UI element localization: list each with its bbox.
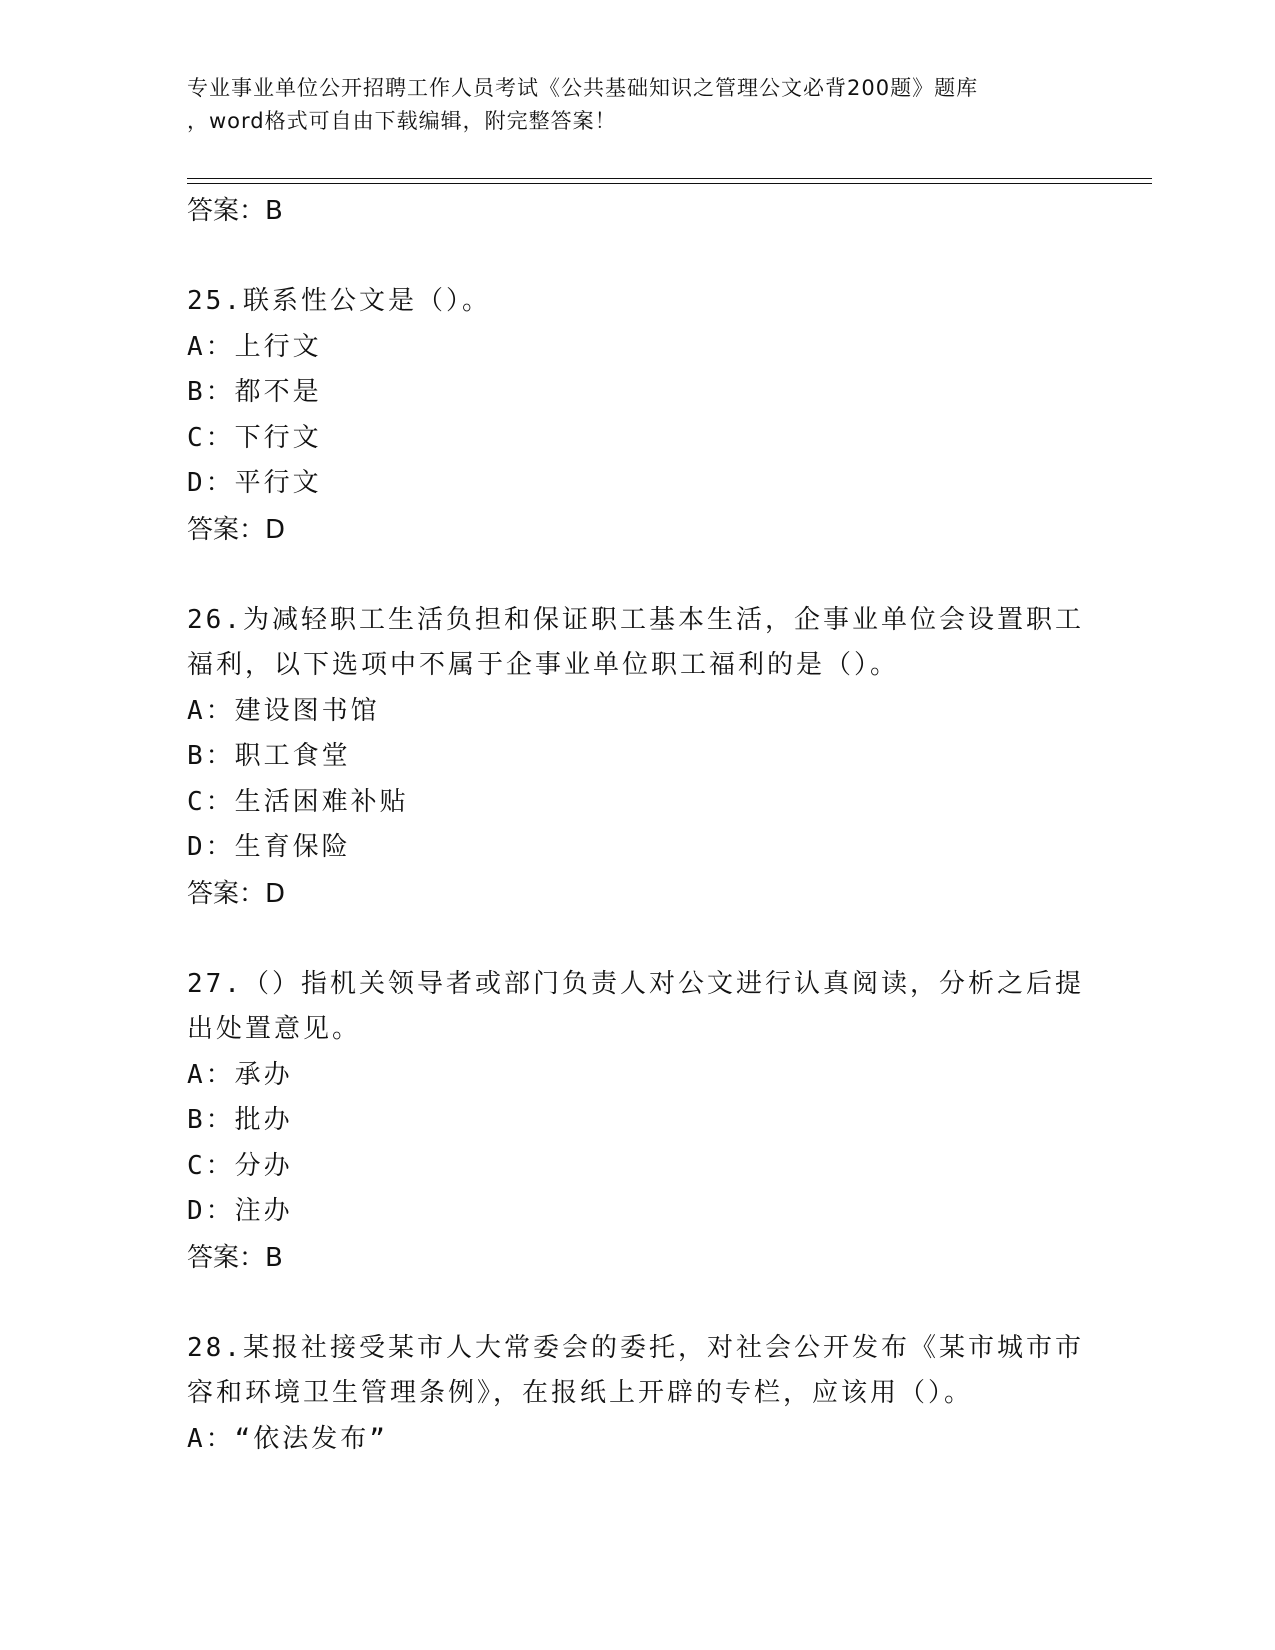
header-line-1: 专业事业单位公开招聘工作人员考试《公共基础知识之管理公文必背200题》题库 xyxy=(187,76,979,100)
question-stem-line-2: 福利，以下选项中不属于企事业单位职工福利的是（）。 xyxy=(187,650,900,680)
option-d: D：注办 xyxy=(187,1196,293,1226)
question-stem xyxy=(187,1326,1087,1417)
option-a: A：上行文 xyxy=(187,331,322,362)
question-25 xyxy=(187,279,1147,553)
header-line-2: ，word格式可自由下载编辑，附完整答案！ xyxy=(187,109,617,133)
header-rule-top xyxy=(187,178,1152,179)
header-rule-bottom xyxy=(187,183,1152,184)
question-stem: 25.联系性公文是（）。 xyxy=(187,286,491,316)
answer: 答案：D xyxy=(187,878,286,909)
option-c: C：下行文 xyxy=(187,422,322,453)
option-a: A：“依法发布” xyxy=(187,1423,388,1454)
question-28 xyxy=(187,1326,1147,1463)
option-d: D：生育保险 xyxy=(187,832,351,862)
answer: 答案：D xyxy=(187,514,286,545)
question-26 xyxy=(187,598,1147,917)
option-b: B：职工食堂 xyxy=(187,741,351,771)
option-a: A：承办 xyxy=(187,1059,293,1090)
option-b: B：批办 xyxy=(187,1105,293,1135)
question-27 xyxy=(187,962,1147,1281)
question-stem xyxy=(187,598,1087,689)
question-stem-line-2: 出处置意见。 xyxy=(187,1014,362,1044)
question-stem-line-1: 27.（）指机关领导者或部门负责人对公文进行认真阅读，分析之后提 xyxy=(187,968,1084,999)
option-c: C：分办 xyxy=(187,1150,293,1181)
question-stem-line-2: 容和环境卫生管理条例》，在报纸上开辟的专栏，应该用（）。 xyxy=(187,1378,974,1408)
document-header xyxy=(187,72,1087,138)
answer-previous: 答案：B xyxy=(187,196,283,226)
option-c: C：生活困难补贴 xyxy=(187,786,409,817)
option-a: A：建设图书馆 xyxy=(187,695,380,726)
question-stem-line-1: 26.为减轻职工生活负担和保证职工基本生活，企事业单位会设置职工 xyxy=(187,604,1084,635)
question-stem-line-1: 28.某报社接受某市人大常委会的委托，对社会公开发布《某市城市市 xyxy=(187,1332,1084,1363)
answer: 答案：B xyxy=(187,1242,283,1273)
option-b: B：都不是 xyxy=(187,377,322,407)
question-stem xyxy=(187,962,1087,1053)
document-body xyxy=(187,188,1147,1462)
option-d: D：平行文 xyxy=(187,468,322,498)
